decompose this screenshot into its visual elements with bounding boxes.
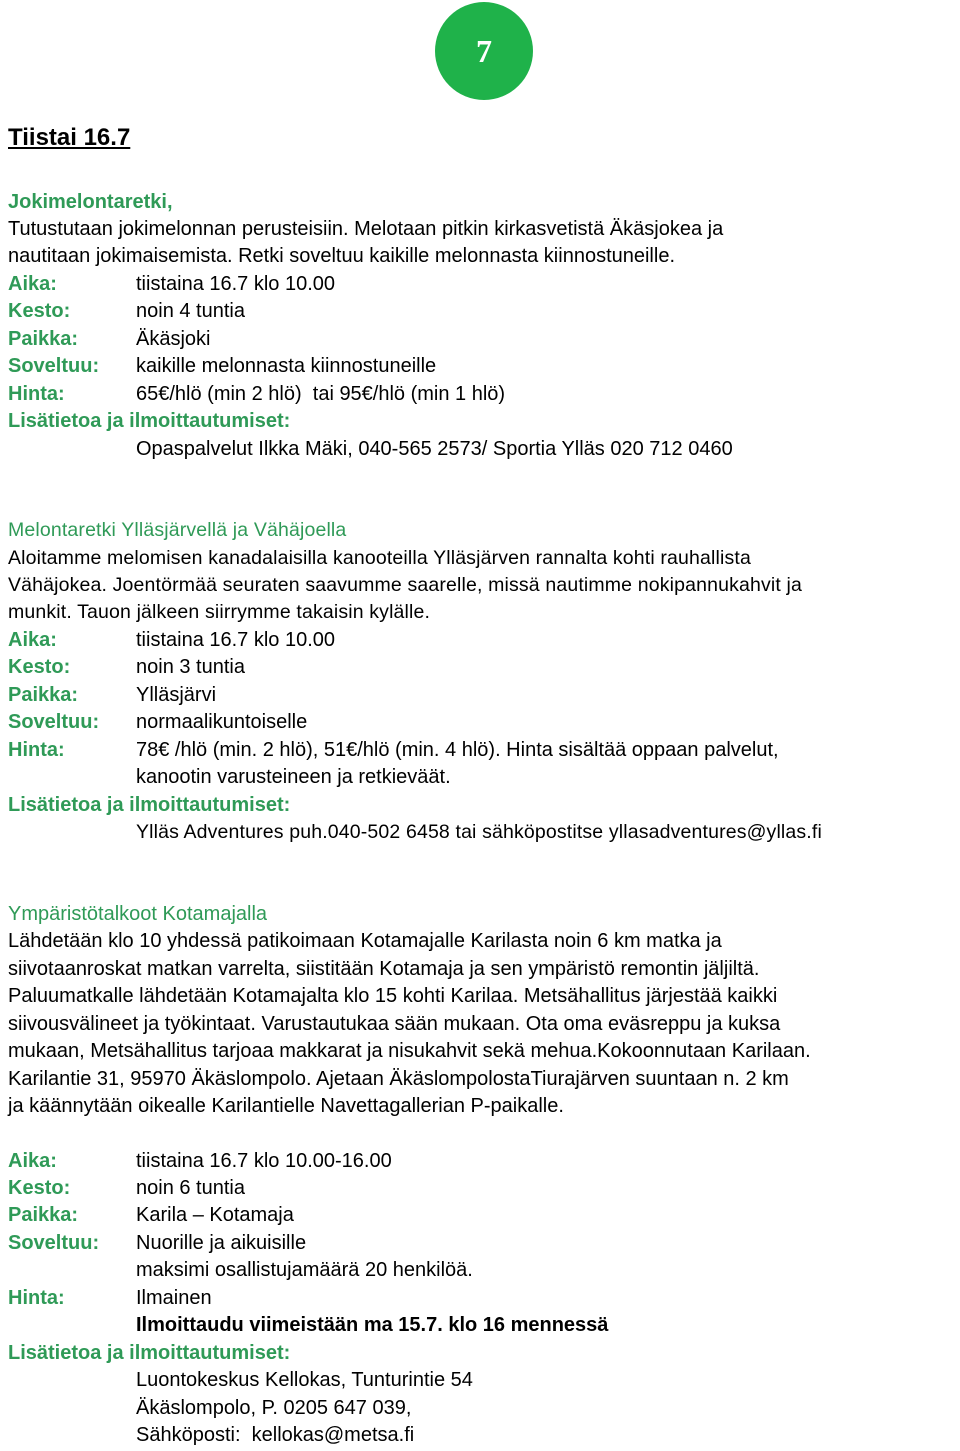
event2-hinta-line: 78€ /hlö (min. 2 hlö), 51€/hlö (min. 4 hlö). Hinta sisältää oppaan palvelut, (136, 739, 779, 761)
event3-deadline: Ilmoittaudu viimeistään ma 15.7. klo 16 mennessä (136, 1314, 609, 1336)
event3-soveltuu-line: maksimi osallistujamäärä 20 henkilöä. (136, 1259, 473, 1281)
event3-paikka-label: Paikka: (8, 1204, 79, 1226)
event2-aika-label: Aika: (8, 629, 57, 651)
event1-paikka-label: Paikka: (8, 328, 79, 350)
event1-soveltuu-label: Soveltuu: (8, 355, 100, 377)
event1-aika: tiistaina 16.7 klo 10.00 (136, 273, 336, 295)
event2-title: Melontaretki Ylläsjärvellä ja Vähäjoella (8, 519, 347, 541)
event3-desc-line: ja käännytään oikealle Karilantielle Navettagallerian P-paikalle. (8, 1095, 564, 1117)
event2-desc-line: Aloitamme melomisen kanadalaisilla kanooteilla Ylläsjärven rannalta kohti rauhallista (8, 547, 751, 569)
event3-desc-line: mukaan, Metsähallitus tarjoaa makkarat ja nisukahvit sekä mehua.Kokoonnutaan Karilaan. (8, 1040, 811, 1062)
event2-contact: Ylläs Adventures puh.040-502 6458 tai sähköpostitse yllasadventures@yllas.fi (136, 821, 822, 843)
event1-soveltuu: kaikille melonnasta kiinnostuneille (136, 355, 437, 377)
event3-paikka: Karila – Kotamaja (136, 1204, 294, 1226)
event3-aika-label: Aika: (8, 1150, 57, 1172)
event2-soveltuu: normaalikuntoiselle (136, 711, 308, 733)
event3-kesto: noin 6 tuntia (136, 1177, 245, 1199)
event3-contact-line: Äkäslompolo, P. 0205 647 039, (136, 1397, 412, 1419)
event1-hinta-label: Hinta: (8, 383, 65, 405)
event2-aika: tiistaina 16.7 klo 10.00 (136, 629, 336, 651)
event3-soveltuu-line: Nuorille ja aikuisille (136, 1232, 307, 1254)
event2-hinta-label: Hinta: (8, 739, 65, 761)
event3-kesto-label: Kesto: (8, 1177, 71, 1199)
event2-kesto-label: Kesto: (8, 656, 71, 678)
event1-title: Jokimelontaretki, (8, 191, 173, 213)
event3-desc-line: Karilantie 31, 95970 Äkäslompolo. Ajetaan ÄkäslompolostaTiurajärven suuntaan n. 2 km (8, 1068, 789, 1090)
event2-soveltuu-label: Soveltuu: (8, 711, 100, 733)
event1-contact: Opaspalvelut Ilkka Mäki, 040-565 2573/ Sportia Ylläs 020 712 0460 (136, 438, 733, 460)
event1-kesto-label: Kesto: (8, 300, 71, 322)
event3-desc-line: siivousvälineet ja työkintaat. Varustautukaa sään mukaan. Ota oma eväsreppu ja kuksa (8, 1013, 781, 1035)
event3-soveltuu-label: Soveltuu: (8, 1232, 100, 1254)
event3-lisatietoa-label: Lisätietoa ja ilmoittautumiset: (8, 1342, 291, 1364)
day-title: Tiistai 16.7 (8, 124, 131, 151)
page-number-badge (435, 2, 533, 100)
event2-paikka-label: Paikka: (8, 684, 79, 706)
event1-desc-line: Tutustutaan jokimelonnan perusteisiin. Melotaan pitkin kirkasvetistä Äkäsjokea ja (8, 218, 724, 240)
event1-kesto: noin 4 tuntia (136, 300, 245, 322)
event2-desc-line: Vähäjokea. Joentörmää seuraten saavumme saarelle, missä nautimme nokipannukahvit ja (8, 574, 802, 596)
event3-desc-line: siivotaanroskat matkan varrelta, siistitään Kotamaja ja sen ympäristö remontin jäljiltä. (8, 958, 760, 980)
event3-contact-line: Luontokeskus Kellokas, Tunturintie 54 (136, 1369, 473, 1391)
event1-hinta: 65€/hlö (min 2 hlö) tai 95€/hlö (min 1 hlö) (136, 383, 506, 405)
event1-paikka: Äkäsjoki (136, 328, 211, 350)
event1-desc-line: nautitaan jokimaisemista. Retki soveltuu kaikille melonnasta kiinnostuneille. (8, 245, 676, 267)
event3-hinta: Ilmainen (136, 1287, 212, 1309)
event1-aika-label: Aika: (8, 273, 57, 295)
event3-contact-line: Sähköposti: kellokas@metsa.fi (136, 1424, 415, 1446)
event2-hinta-line: kanootin varusteineen ja retkieväät. (136, 766, 451, 788)
event3-desc-line: Paluumatkalle lähdetään Kotamajalta klo 15 kohti Karilaa. Metsähallitus järjestää kaikki (8, 985, 778, 1007)
page-number: 7 (476, 32, 492, 69)
event2-kesto: noin 3 tuntia (136, 656, 245, 678)
event3-aika: tiistaina 16.7 klo 10.00-16.00 (136, 1150, 392, 1172)
event3-title: Ympäristötalkoot Kotamajalla (8, 903, 268, 925)
event3-hinta-label: Hinta: (8, 1287, 65, 1309)
event2-desc-line: munkit. Tauon jälkeen siirrymme takaisin kylälle. (8, 601, 431, 623)
event3-desc-line: Lähdetään klo 10 yhdessä patikoimaan Kotamajalle Karilasta noin 6 km matka ja (8, 930, 722, 952)
event1-lisatietoa-label: Lisätietoa ja ilmoittautumiset: (8, 410, 291, 432)
event2-lisatietoa-label: Lisätietoa ja ilmoittautumiset: (8, 794, 291, 816)
event2-paikka: Ylläsjärvi (136, 684, 217, 706)
